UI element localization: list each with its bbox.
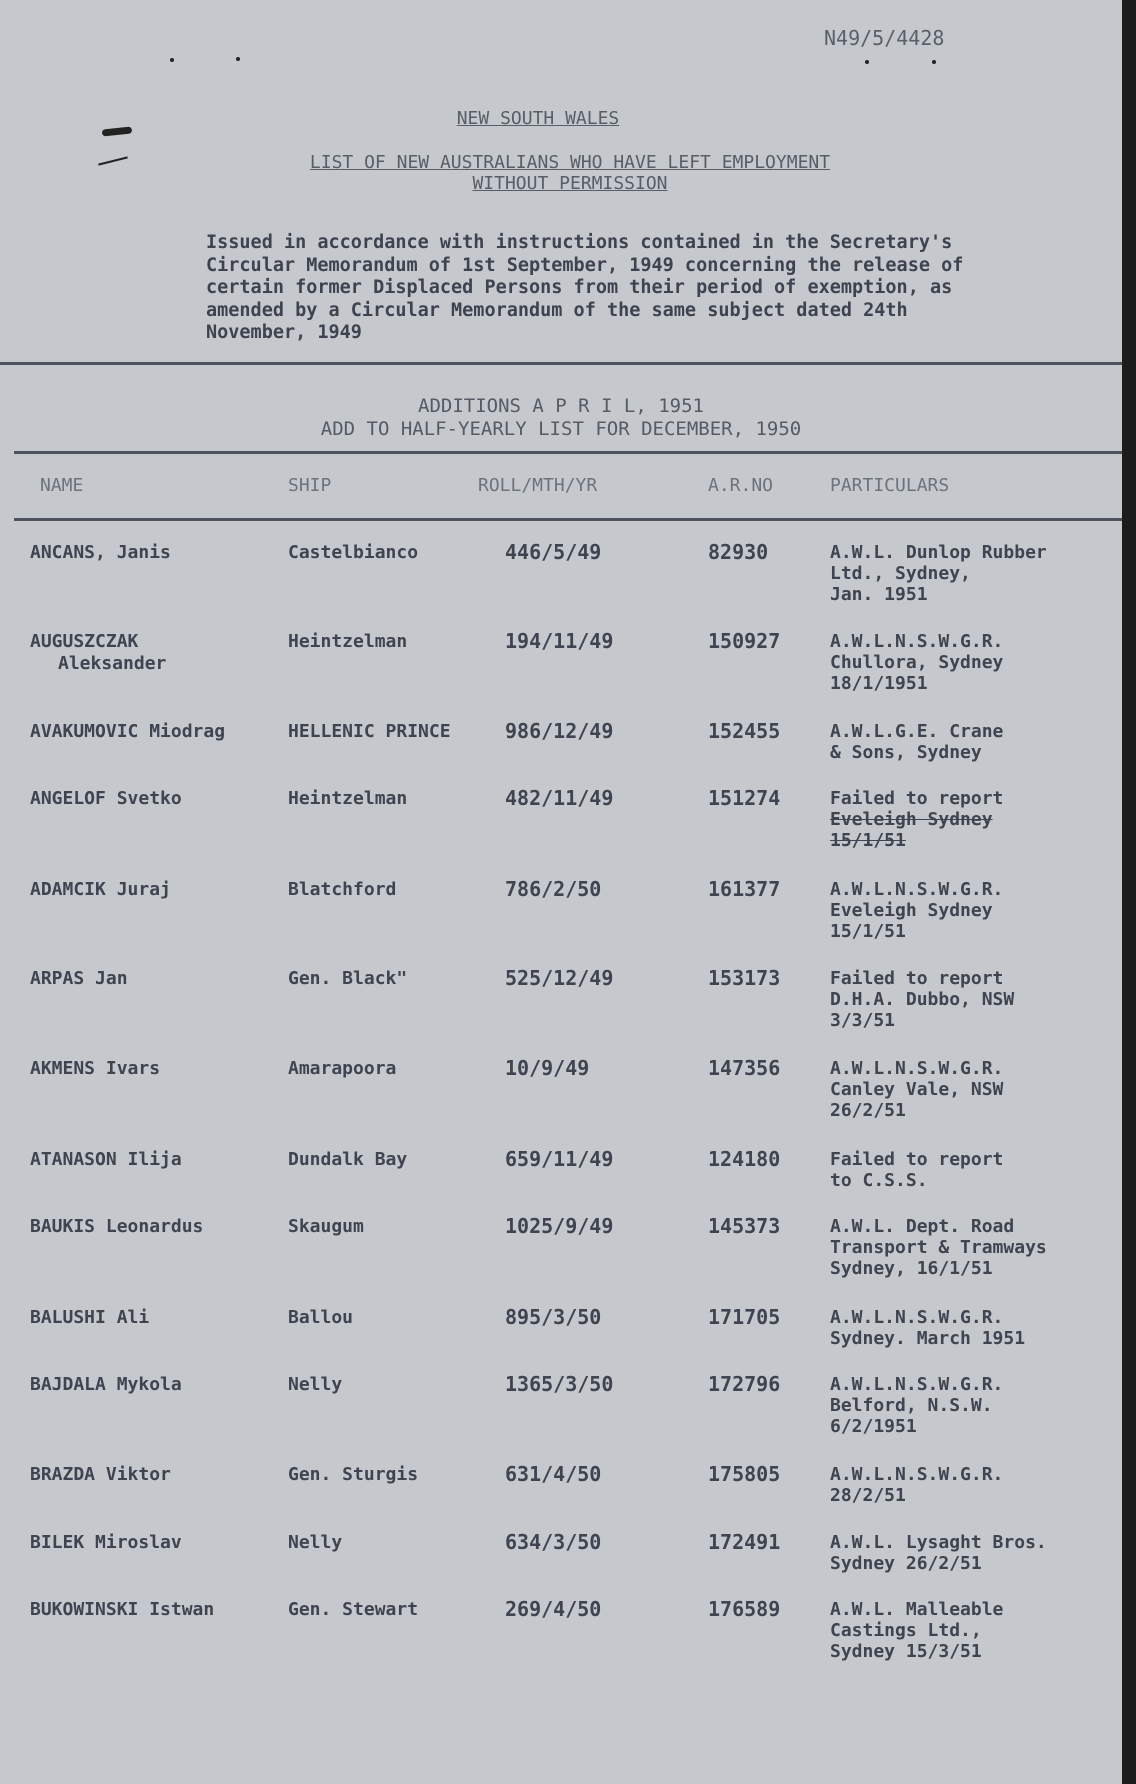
ar-number: 172491 <box>708 1530 781 1554</box>
roll-number: 631/4/50 <box>505 1462 602 1486</box>
ar-number: 153173 <box>708 966 781 990</box>
person-name: ARPAS Jan <box>30 968 128 989</box>
ship-name: Blatchford <box>288 879 397 900</box>
header-particulars: PARTICULARS <box>830 475 950 496</box>
person-name: ANGELOF Svetko <box>30 788 182 809</box>
particulars: A.W.L.N.S.W.G.R. Belford, N.S.W. 6/2/1951 <box>830 1374 1004 1437</box>
person-name: ANCANS, Janis <box>30 542 171 563</box>
ink-dot <box>170 58 174 62</box>
ship-name: Nelly <box>288 1374 343 1395</box>
person-name: AUGUSZCZAK Aleksander <box>30 631 167 674</box>
ship-name: Gen. Black" <box>288 968 408 989</box>
person-name: ATANASON Ilija <box>30 1149 182 1170</box>
ship-name: Gen. Sturgis <box>288 1464 419 1485</box>
roll-number: 525/12/49 <box>505 966 614 990</box>
ship-name: Heintzelman <box>288 788 408 809</box>
header-name: NAME <box>40 475 84 496</box>
particulars: A.W.L.N.S.W.G.R. Canley Vale, NSW 26/2/51 <box>830 1058 1004 1121</box>
ship-name: Amarapoora <box>288 1058 397 1079</box>
ink-dot <box>932 60 936 64</box>
particulars: Failed to report D.H.A. Dubbo, NSW 3/3/51 <box>830 968 1015 1031</box>
person-name: BUKOWINSKI Istwan <box>30 1599 215 1620</box>
person-name: BAJDALA Mykola <box>30 1374 182 1395</box>
person-name: BILEK Miroslav <box>30 1532 182 1553</box>
roll-number: 634/3/50 <box>505 1530 602 1554</box>
divider <box>14 518 1122 521</box>
person-name: ADAMCIK Juraj <box>30 879 171 900</box>
reference-number: N49/5/4428 <box>824 26 945 50</box>
ar-number: 171705 <box>708 1305 781 1329</box>
ar-number: 151274 <box>708 786 781 810</box>
person-name: AVAKUMOVIC Miodrag <box>30 721 226 742</box>
roll-number: 1025/9/49 <box>505 1214 614 1238</box>
particulars: Failed to report Eveleigh Sydney 15/1/51 <box>830 788 1004 851</box>
particulars: A.W.L. Dept. Road Transport & Tramways Sydney, 16/1/51 <box>830 1216 1047 1279</box>
ar-number: 124180 <box>708 1147 781 1171</box>
divider <box>14 451 1122 454</box>
ar-number: 145373 <box>708 1214 781 1238</box>
particulars: A.W.L.N.S.W.G.R. Chullora, Sydney 18/1/1951 <box>830 631 1004 694</box>
roll-number: 786/2/50 <box>505 877 602 901</box>
ship-name: Dundalk Bay <box>288 1149 408 1170</box>
ar-number: 176589 <box>708 1597 781 1621</box>
roll-number: 194/11/49 <box>505 629 614 653</box>
person-name: AKMENS Ivars <box>30 1058 161 1079</box>
particulars: A.W.L.N.S.W.G.R. 28/2/51 <box>830 1464 1004 1506</box>
person-name: BAUKIS Leonardus <box>30 1216 204 1237</box>
ar-number: 172796 <box>708 1372 781 1396</box>
ar-number: 150927 <box>708 629 781 653</box>
header-roll: ROLL/MTH/YR <box>478 475 598 496</box>
particulars: A.W.L. Malleable Castings Ltd., Sydney 15/3/51 <box>830 1599 1004 1662</box>
particulars: A.W.L. Dunlop Rubber Ltd., Sydney, Jan. 1951 <box>830 542 1047 605</box>
header-ship: SHIP <box>288 475 332 496</box>
particulars: A.W.L.G.E. Crane & Sons, Sydney <box>830 721 1004 763</box>
ar-number: 175805 <box>708 1462 781 1486</box>
ar-number: 161377 <box>708 877 781 901</box>
ar-number: 82930 <box>708 540 769 564</box>
ship-name: Heintzelman <box>288 631 408 652</box>
roll-number: 895/3/50 <box>505 1305 602 1329</box>
roll-number: 446/5/49 <box>505 540 602 564</box>
header-ar-no: A.R.NO <box>708 475 774 496</box>
person-name: BALUSHI Ali <box>30 1307 150 1328</box>
person-name: BRAZDA Viktor <box>30 1464 171 1485</box>
ship-name: Skaugum <box>288 1216 364 1237</box>
particulars: A.W.L.N.S.W.G.R. Sydney. March 1951 <box>830 1307 1026 1349</box>
state-title: NEW SOUTH WALES <box>456 108 620 129</box>
roll-number: 269/4/50 <box>505 1597 602 1621</box>
ink-dot <box>236 57 240 61</box>
pen-mark <box>98 156 128 165</box>
particulars: A.W.L. Lysaght Bros. Sydney 26/2/51 <box>830 1532 1047 1574</box>
list-title: LIST OF NEW AUSTRALIANS WHO HAVE LEFT EMPLOYMENT WITHOUT PERMISSION <box>309 152 831 194</box>
additions-heading: ADDITIONS A P R I L, 1951 <box>418 395 704 417</box>
additions-subheading: ADD TO HALF-YEARLY LIST FOR DECEMBER, 1950 <box>320 418 802 440</box>
ship-name: Gen. Stewart <box>288 1599 419 1620</box>
roll-number: 10/9/49 <box>505 1056 590 1080</box>
ship-name: Ballou <box>288 1307 354 1328</box>
roll-number: 1365/3/50 <box>505 1372 614 1396</box>
roll-number: 659/11/49 <box>505 1147 614 1171</box>
particulars: A.W.L.N.S.W.G.R. Eveleigh Sydney 15/1/51 <box>830 879 1004 942</box>
roll-number: 482/11/49 <box>505 786 614 810</box>
roll-number: 986/12/49 <box>505 719 614 743</box>
intro-paragraph: Issued in accordance with instructions contained in the Secretary's Circular Memorandum of 1st September, 1949 concerning the release of certain former Displaced Persons from their period of exemption, as amended by a Circular Memorandum of the same subject dated 24th November, 1949 <box>206 232 964 343</box>
ar-number: 147356 <box>708 1056 781 1080</box>
ship-name: Nelly <box>288 1532 343 1553</box>
ship-name: HELLENIC PRINCE <box>288 721 451 742</box>
ar-number: 152455 <box>708 719 781 743</box>
ship-name: Castelbianco <box>288 542 419 563</box>
particulars: Failed to report to C.S.S. <box>830 1149 1004 1191</box>
ink-dot <box>865 60 869 64</box>
divider <box>0 362 1122 365</box>
